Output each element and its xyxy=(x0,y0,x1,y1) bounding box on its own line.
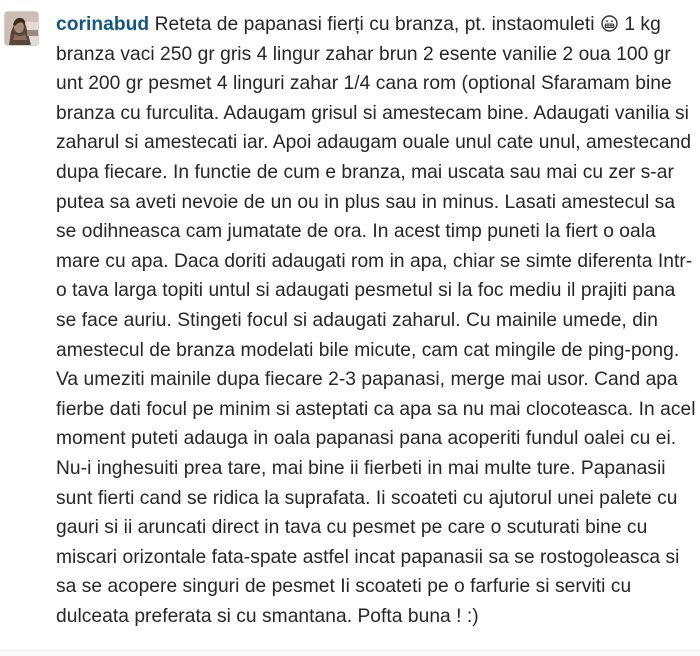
comment-body xyxy=(56,10,696,631)
username-link[interactable]: corinabud xyxy=(56,14,150,35)
avatar[interactable] xyxy=(5,12,38,45)
footer-strip xyxy=(0,651,700,656)
comment-text-recipe: 1 kg branza vaci 250 gr gris 4 lingur zahar brun 2 esente vanilie 2 oua 100 gr unt 200 gr pesmet 4 linguri zahar 1/4 cana rom (optional Sfaramam bine branza cu furculita. Adaugam grisul si amestecam bine. Adaugati vanilia si zaharul si amestecati iar. Apoi adaugam ouale unul cate unul, amestecand dupa fiecare. In functie de cum e branza, mai uscata sau mai cu zer s-ar putea sa aveti nevoie de un ou in plus sau in minus. Lasati amestecul sa se odihneasca cam jumatate de ora. In acest timp puneti la fiert o oala mare cu apa. Daca doriti adaugati rom in apa, chiar se simte diferenta Intr-o tava larga topiti untul si adaugati pesmetul si la foc mediu il prajiti pana se face auriu. Stingeti focul si adaugati zaharul. Cu mainile umede, din amestecul de branza modelati bile micute, cam cat mingile de ping-pong. Va umeziti mainile dupa fiecare 2-3 papanasi, merge mai usor. Cand apa fierbe dati focul pe minim si asteptati ca apa sa nu mai clocoteasca. In acel moment puteti adauga in oala papanasi pana acoperiti fundul oalei cu ei. Nu-i inghesuiti prea tare, mai bine ii fierbeti in mai multe ture. Papanasii sunt fierti cand se ridica la suprafata. Ii scoateti cu ajutorul unei palete cu gauri si ii aruncati direct in tava cu pesmet pe care o scuturati bine cu miscari orizontale fata-spate astfel incat papanasii sa se rostogoleasca si sa se acopere singuri de pesmet Ii scoateti pe o farfurie si serviti cu dulceata preferata si cu smantana. Pofta buna ! :) xyxy=(56,14,696,627)
avatar-photo-icon xyxy=(5,12,38,45)
grimacing-face-icon xyxy=(601,12,618,29)
comment-text-intro: Reteta de papanasi fierți cu branza, pt. instaomuleti xyxy=(154,14,595,35)
